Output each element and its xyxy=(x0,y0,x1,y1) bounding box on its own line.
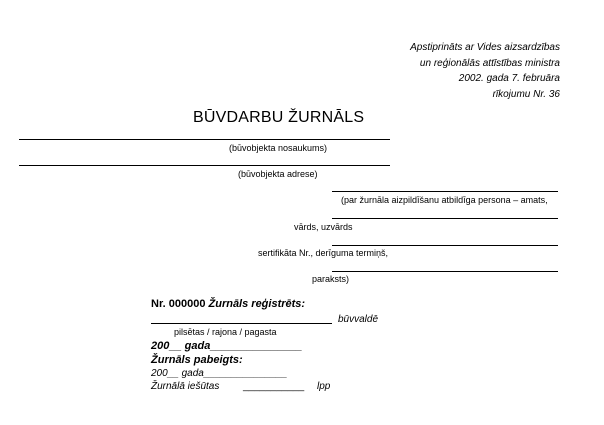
signature-field[interactable] xyxy=(332,271,558,272)
responsible-position-field[interactable] xyxy=(332,191,558,192)
object-address-field[interactable] xyxy=(19,165,390,166)
responsible-caption-1: (par žurnāla aizpildīšanu atbildīga persona – amats, xyxy=(341,195,548,205)
responsible-caption-2: vārds, uzvārds xyxy=(294,222,353,232)
approval-note xyxy=(410,40,560,102)
approval-line: rīkojumu Nr. 36 xyxy=(492,88,560,100)
authority-field[interactable] xyxy=(151,323,332,324)
completed-label: Žurnāls pabeigts: xyxy=(151,354,243,366)
pages-field[interactable]: ___________ xyxy=(243,381,305,392)
certificate-field[interactable] xyxy=(332,245,558,246)
approval-line: 2002. gada 7. februāra xyxy=(458,73,560,84)
responsible-caption-4: paraksts) xyxy=(312,274,350,284)
authority-suffix: būvvaldē xyxy=(338,314,379,325)
pages-row xyxy=(151,381,219,392)
approval-line: un reģionālās attīstības ministra xyxy=(419,57,560,69)
responsible-caption-3: sertifikāta Nr., derīguma termiņš, xyxy=(258,248,389,258)
pages-label: Žurnālā iešūtas xyxy=(151,381,220,392)
registered-date[interactable]: 200__ gada_______________ xyxy=(151,340,303,352)
object-name-caption: (būvobjekta nosaukums) xyxy=(229,143,328,153)
document-title: BŪVDARBU ŽURNĀLS xyxy=(193,109,365,126)
object-address-caption: (būvobjekta adrese) xyxy=(238,169,318,179)
responsible-name-field[interactable] xyxy=(332,218,558,219)
pages-suffix: lpp xyxy=(317,381,331,392)
authority-caption: pilsētas / rajona / pagasta xyxy=(174,327,277,337)
completed-date[interactable]: 200__ gada_______________ xyxy=(151,368,288,379)
registration-heading xyxy=(151,298,305,310)
registered-label: Žurnāls reģistrēts: xyxy=(208,298,306,310)
journal-number: Nr. 000000 xyxy=(151,298,206,310)
approval-line: Apstiprināts ar Vides aizsardzības xyxy=(410,42,560,53)
object-name-field[interactable] xyxy=(19,139,390,140)
